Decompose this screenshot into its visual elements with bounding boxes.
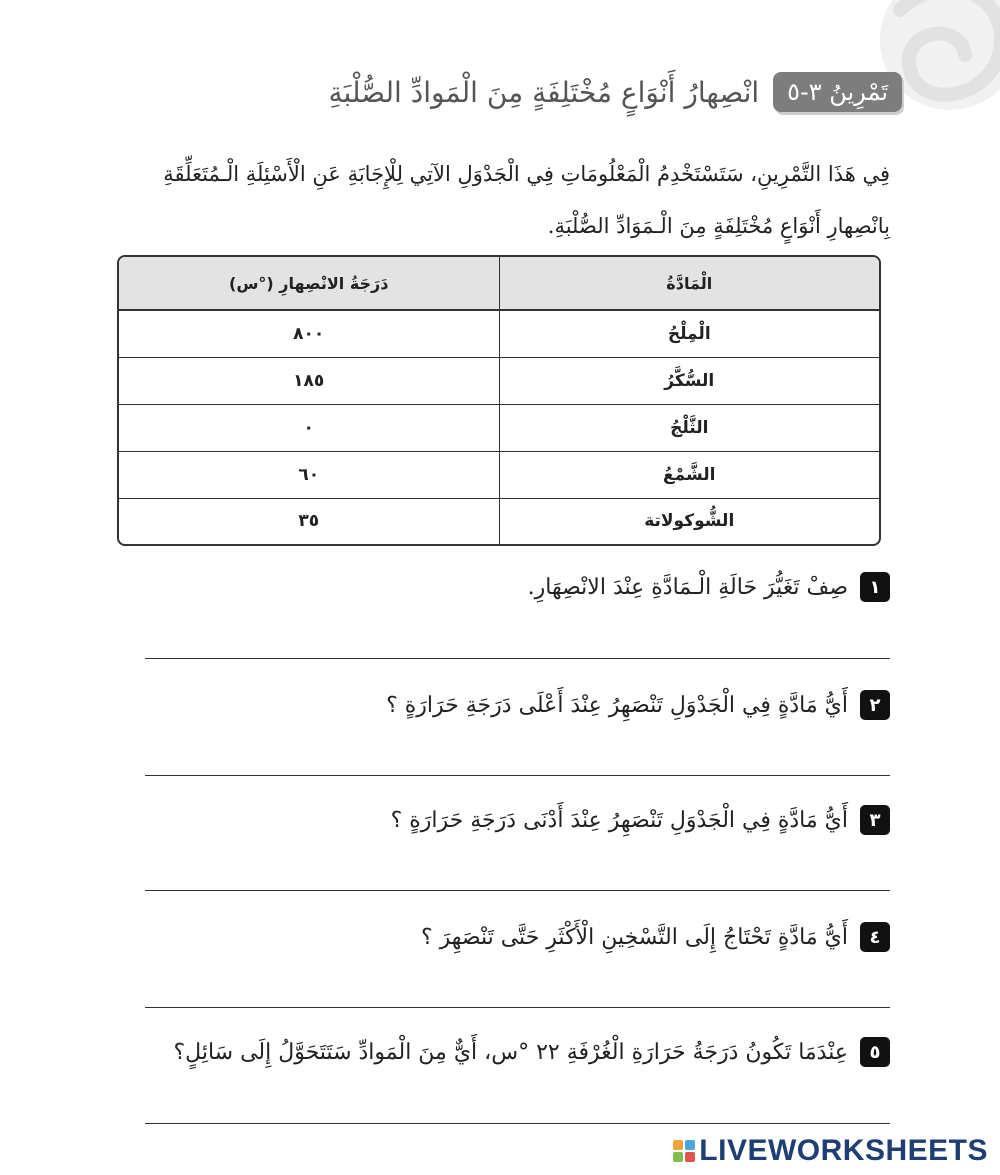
brand-name: LIVEWORKSHEETS <box>699 1134 988 1167</box>
table-row <box>119 498 879 544</box>
answer-line-2[interactable] <box>145 775 890 776</box>
table-row <box>119 451 879 498</box>
melting-point-cell: ٨٠٠ <box>119 310 499 358</box>
table-row <box>119 358 879 405</box>
answer-line-4[interactable] <box>145 1007 890 1008</box>
question-number: ١ <box>860 572 890 602</box>
melting-point-cell: ٦٠ <box>119 451 499 498</box>
answer-line-3[interactable] <box>145 890 890 891</box>
melting-points-table <box>117 255 881 546</box>
substance-cell: الْمِلْحُ <box>499 310 879 358</box>
question-text: صِفْ تَغَيُّرَ حَالَةِ الْـمَادَّةِ عِنْدَ الانْصِهَارِ. <box>527 574 848 600</box>
melting-point-cell: ٣٥ <box>119 498 499 544</box>
table-header-row <box>119 257 879 310</box>
question-number: ٣ <box>860 805 890 835</box>
substance-cell: الشَّمْعُ <box>499 451 879 498</box>
column-header-substance: الْمَادَّةُ <box>499 257 879 310</box>
answer-line-5[interactable] <box>145 1123 890 1124</box>
question-text: أَيُّ مَادَّةٍ فِي الْجَدْوَلِ تَنْصَهِرُ عِنْدَ أَدْنَى دَرَجَةِ حَرَارَةٍ ؟ <box>390 807 848 833</box>
question-text: أَيُّ مَادَّةٍ فِي الْجَدْوَلِ تَنْصَهِرُ عِنْدَ أَعْلَى دَرَجَةِ حَرَارَةٍ ؟ <box>386 692 848 718</box>
question-number: ٥ <box>860 1037 890 1067</box>
substance-cell: الثَّلْجُ <box>499 405 879 452</box>
column-header-melting-point: دَرَجَةُ الانْصِهارِ (°س) <box>119 257 499 310</box>
substance-cell: الشُّوكولاتة <box>499 498 879 544</box>
question-2 <box>386 690 890 720</box>
question-text: عِنْدَمَا تَكُونُ دَرَجَةُ حَرَارَةِ الْغُرْفَةِ ٢٢ °س، أَيٌّ مِنَ الْمَوادِّ سَتَتَحَوَّلُ إِلَى سَائِلٍ؟ <box>173 1039 848 1065</box>
question-5 <box>174 1037 891 1067</box>
question-1 <box>528 572 890 602</box>
question-number: ٢ <box>860 690 890 720</box>
substance-cell: السُّكَّرُ <box>499 358 879 405</box>
exercise-badge: تَمْرِينُ ٣-٥ <box>773 72 902 112</box>
answer-line-1[interactable] <box>145 658 890 659</box>
table-row <box>119 310 879 358</box>
intro-paragraph: فِي هَذَا التَّمْرِينِ، سَتَسْتَخْدِمُ الْمَعْلُومَاتِ فِي الْجَدْوَلِ الآتِي لِلْإِجَابَةِ عَنِ الْأَسْئِلَةِ الْـمُتَعَلِّقَةِ بِانْصِهارِ أَنْوَاعٍ مُخْتَلِفَةٍ مِنَ الْـمَوَادِّ الصُّلْبَةِ. <box>163 162 890 238</box>
question-text: أَيُّ مَادَّةٍ تَحْتَاجُ إِلَى التَّسْخِينِ الْأَكْثَرِ حَتَّى تَنْصَهِرَ ؟ <box>420 924 848 950</box>
table-row <box>119 405 879 452</box>
question-3 <box>391 805 890 835</box>
exercise-header <box>329 72 902 112</box>
liveworksheets-brand[interactable] <box>673 1134 988 1168</box>
exercise-title: انْصِهارُ أَنْوَاعٍ مُخْتَلِفَةٍ مِنَ الْمَوادِّ الصُّلْبَةِ <box>328 75 760 109</box>
melting-point-cell: ٠ <box>119 405 499 452</box>
question-number: ٤ <box>860 922 890 952</box>
liveworksheets-logo-icon <box>673 1140 695 1162</box>
question-4 <box>421 922 890 952</box>
melting-point-cell: ١٨٥ <box>119 358 499 405</box>
